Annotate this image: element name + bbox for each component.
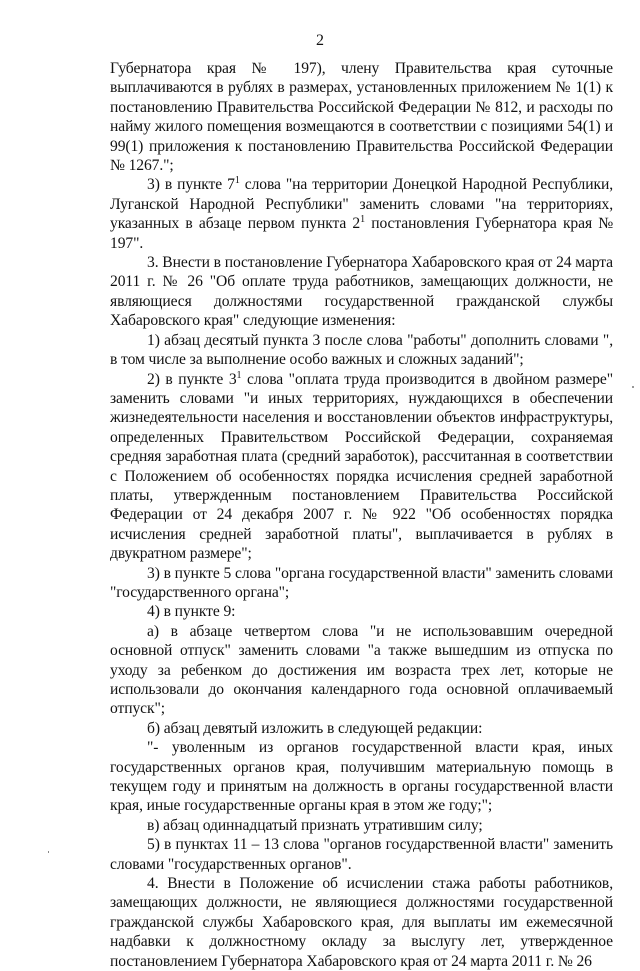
paragraph-continuation: Губернатора края № 197), члену Правительства края суточные выплачиваются в рублях в размерах, установленных приложением № 1(1) к постановлению Правительства Российской Федерации № 812, и расходы по найму жилого помещения возмещаются в соответствии с позициями 54(1) и 99(1) приложения к постановлению Правительства Российской Федерации № 1267."; [110, 60, 613, 175]
paragraph-item-2 [110, 370, 613, 564]
paragraph-text: слова "оплата труда производится в двойном размере" заменить словами "и иных территориях, нуждающихся в обеспечении жизнедеятельности населения и восстановлении объектов инфраструктуры, определенных Правительством Российской Федерации, сохраняемая средняя заработная плата (средний заработок), рассчитанная в соответствии с Положением об особенностях порядка исчисления средней заработной платы, утвержденным постановлением Правительства Российской Федерации от 24 декабря 2007 г. № 922 "Об особенностях порядка исчисления средней заработной платы", выплачивается в рублях в двукратном размере"; [110, 370, 613, 563]
document-body [110, 59, 613, 971]
paragraph-quoted-text: "- уволенным из органов государственной власти края, иных государственных органов края, получившим материальную помощь в текущем году и принятым на должность в органы государственной власти края, иные государственные органы края в этом же году;"; [110, 739, 613, 815]
superscript: 1 [234, 175, 240, 187]
paragraph-text: слова "на территории Донецкой Народной Республики, Луганской Народной Республики" заменить словами "на территориях, указанных в абзаце первом пункта 2 [110, 176, 614, 233]
paragraph-text: постановления Губернатора края № 197". [110, 215, 614, 252]
scan-speck [632, 386, 634, 388]
paragraph-section-3: 3. Внести в постановление Губернатора Хабаровского края от 24 марта 2011 г. № 26 "Об оплате труда работников, замещающих должности, не являющиеся должностями государственной гражданской службы Хабаровского края" следующие изменения: [110, 254, 613, 330]
paragraph-text: 2) в пункте 3 [147, 370, 237, 388]
paragraph-item-5: 5) в пунктах 11 – 13 слова "органов государственной власти" заменить словами "государственных органов". [110, 836, 613, 873]
scan-speck [48, 851, 49, 853]
paragraph-text: 3) в пункте 7 [147, 176, 235, 194]
page-number: 2 [316, 32, 324, 49]
paragraph-item-3-point-7-1 [110, 175, 613, 253]
paragraph-item-3: 3) в пункте 5 слова "органа государственной власти" заменить словами "государственного органа"; [110, 564, 613, 601]
superscript: 1 [360, 214, 366, 226]
paragraph-item-1: 1) абзац десятый пункта 3 после слова "работы" дополнить словами ", в том числе за выполнение особо важных и сложных заданий"; [110, 331, 613, 369]
paragraph-item-4: 4) в пункте 9: [147, 603, 236, 621]
superscript: 1 [236, 369, 242, 381]
paragraph-subitem-a: а) в абзаце четвертом слова "и не использовавшим очередной основной отпуск" заменить словами "а также вышедшим из отпуска по уходу за ребенком до достижения им возраста трех лет, которые не использовали до окончания календарного года основной оплачиваемый отпуск"; [110, 622, 613, 718]
paragraph-subitem-b: б) абзац девятый изложить в следующей редакции: [147, 719, 483, 737]
paragraph-section-4: 4. Внести в Положение об исчислении стажа работы работников, замещающих должности, не являющиеся должностями государственной гражданской службы Хабаровского края, для выплаты им ежемесячной надбавки к должностному окладу за выслугу лет, утвержденное постановлением Губернатора Хабаровского края от 24 марта 2011 г. № 26 [110, 875, 613, 970]
paragraph-subitem-v: в) абзац одиннадцатый признать утратившим силу; [147, 816, 483, 834]
